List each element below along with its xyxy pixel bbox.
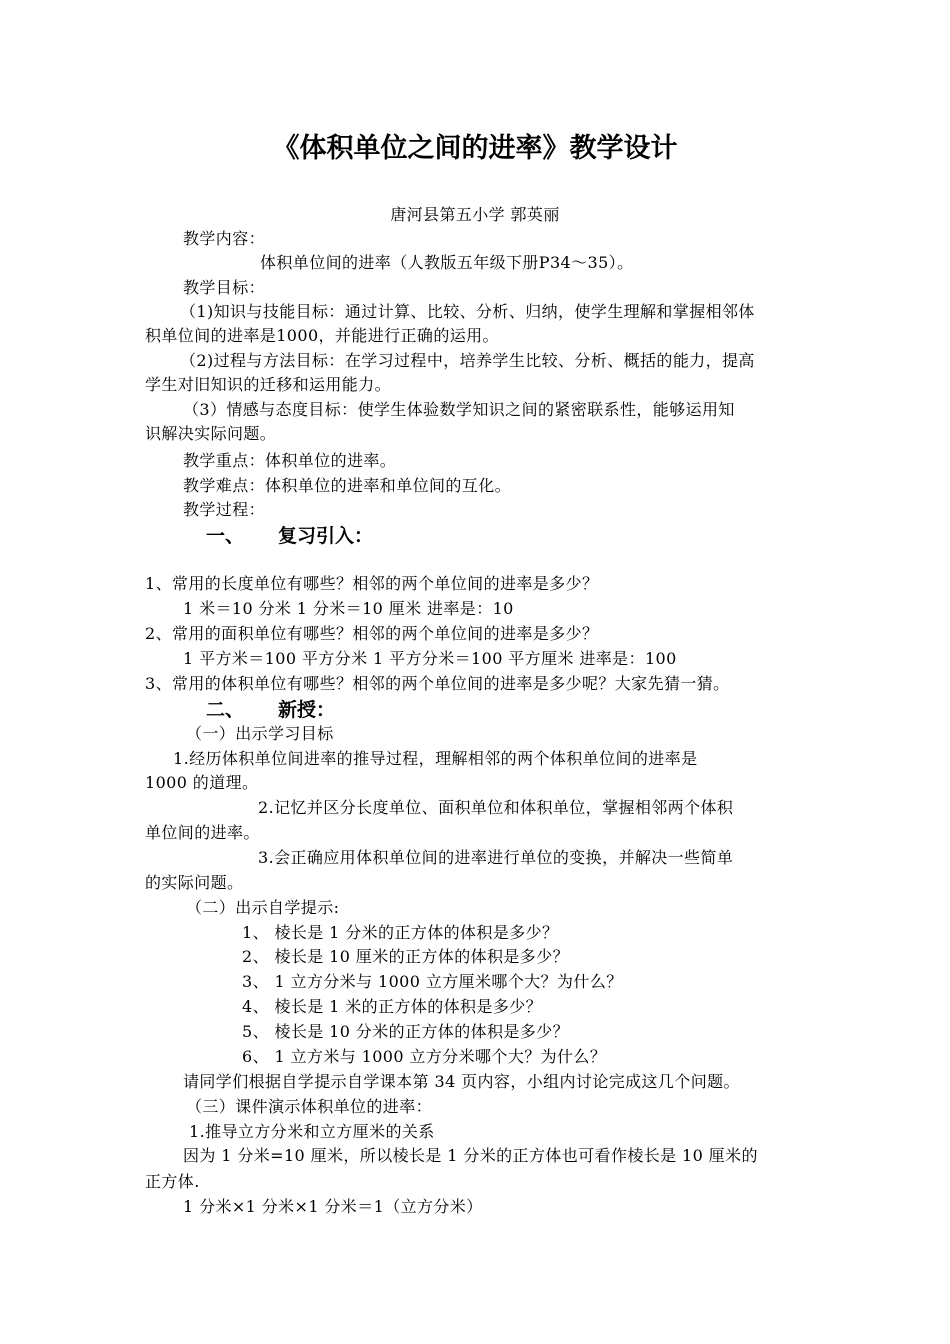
- key-point: 教学重点：体积单位的进率。: [183, 451, 397, 470]
- explanation-line-1: 因为 1 分米=10 厘米，所以棱长是 1 分米的正方体也可看作棱长是 10 厘米的: [183, 1146, 758, 1165]
- goal-1-line-2: 积单位间的进率是1000，并能进行正确的运用。: [145, 326, 499, 345]
- section-heading-1: [206, 523, 373, 549]
- section-1-number: 一、: [206, 525, 245, 547]
- objective-1-line-2: 1000 的道理。: [145, 773, 259, 792]
- objective-2-line-2: 单位间的进率。: [145, 823, 260, 842]
- goal-3-line-1: （3）情感与态度目标：使学生体验数学知识之间的紧密联系性，能够运用知: [183, 400, 735, 419]
- subsection-2: （二）出示自学提示:: [186, 898, 340, 917]
- question-1-answer: 1 米＝10 分米 1 分米＝10 厘米 进率是：10: [183, 599, 514, 618]
- hint-item: 2、 棱长是 10 厘米的正方体的体积是多少？: [242, 947, 569, 966]
- subsection-1: （一）出示学习目标: [186, 724, 334, 743]
- question-3: 3、常用的体积单位有哪些？相邻的两个单位间的进率是多少呢？大家先猜一猜。: [145, 674, 730, 693]
- objective-3-line-2: 的实际问题。: [145, 873, 244, 892]
- explanation-line-2: 正方体.: [145, 1172, 200, 1191]
- content-text: 体积单位间的进率（人教版五年级下册P34～35）。: [260, 253, 634, 272]
- hint-item: 4、 棱长是 1 米的正方体的体积是多少？: [242, 997, 543, 1016]
- goal-2-line-2: 学生对旧知识的迁移和运用能力。: [145, 375, 392, 394]
- hint-item: 5、 棱长是 10 分米的正方体的体积是多少？: [242, 1022, 569, 1041]
- subsection-3: （三）课件演示体积单位的进率：: [186, 1097, 433, 1116]
- objective-1-line-1: 1.经历体积单位间进率的推导过程，理解相邻的两个体积单位间的进率是: [173, 749, 698, 768]
- discussion-instruction: 请同学们根据自学提示自学课本第 34 页内容，小组内讨论完成这几个问题。: [183, 1072, 740, 1091]
- document-title: 《体积单位之间的进率》教学设计: [272, 133, 678, 164]
- objective-2-line-1: 2.记忆并区分长度单位、面积单位和体积单位，掌握相邻两个体积: [258, 798, 734, 817]
- process-label: 教学过程：: [183, 500, 266, 519]
- difficulty: 教学难点：体积单位的进率和单位间的互化。: [183, 476, 512, 495]
- objective-3-line-1: 3.会正确应用体积单位间的进率进行单位的变换，并解决一些简单: [258, 848, 734, 867]
- content-label: 教学内容：: [183, 229, 266, 248]
- section-2-number: 二、: [206, 699, 245, 721]
- hint-item: 1、 棱长是 1 分米的正方体的体积是多少？: [242, 923, 559, 942]
- question-2: 2、常用的面积单位有哪些？相邻的两个单位间的进率是多少？: [145, 624, 599, 643]
- section-1-title: 复习引入：: [278, 525, 374, 547]
- goal-1-line-1: （1)知识与技能目标：通过计算、比较、分析、归纳，使学生理解和掌握相邻体: [180, 302, 755, 321]
- goal-3-line-2: 识解决实际问题。: [145, 424, 277, 443]
- hint-item: 6、 1 立方米与 1000 立方分米哪个大？为什么？: [242, 1047, 607, 1066]
- goal-2-line-1: （2)过程与方法目标：在学习过程中，培养学生比较、分析、概括的能力，提高: [180, 351, 755, 370]
- question-1: 1、常用的长度单位有哪些？相邻的两个单位间的进率是多少？: [145, 574, 599, 593]
- calculation-line: 1 分米×1 分米×1 分米＝1（立方分米）: [183, 1197, 483, 1216]
- section-2-title: 新授：: [278, 699, 336, 721]
- question-2-answer: 1 平方米＝100 平方分米 1 平方分米＝100 平方厘米 进率是：100: [183, 649, 677, 668]
- derivation-heading: 1.推导立方分米和立方厘米的关系: [189, 1122, 435, 1141]
- section-heading-2: [206, 697, 335, 723]
- goals-label: 教学目标：: [183, 278, 266, 297]
- hint-item: 3、 1 立方分米与 1000 立方厘米哪个大？为什么？: [242, 972, 623, 991]
- author-line: 唐河县第五小学 郭英丽: [390, 205, 560, 224]
